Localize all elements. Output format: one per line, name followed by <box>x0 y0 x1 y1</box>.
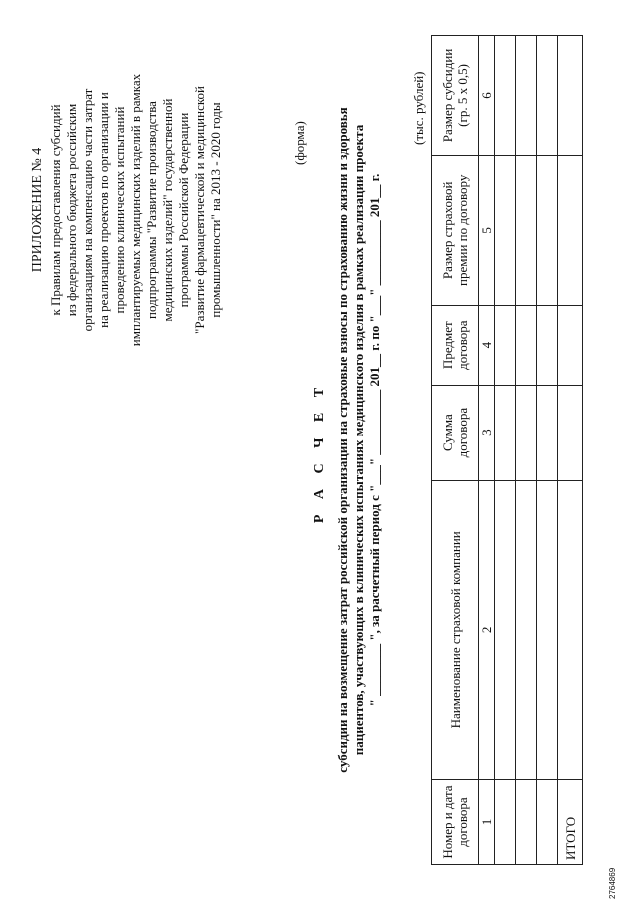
table-cell <box>516 780 537 865</box>
table-cell <box>516 155 537 305</box>
heading-line: субсидии на возмещение затрат российской организации на страховые взносы по страхованию жизни и здоровья <box>335 107 350 773</box>
appendix-line: к Правилам предоставления субсидий <box>48 104 63 316</box>
column-number: 1 <box>479 780 495 865</box>
appendix-line: на реализацию проектов по организации и <box>96 92 111 328</box>
column-number: 6 <box>479 36 495 156</box>
table-cell <box>558 155 583 305</box>
table-cell <box>537 480 558 780</box>
table-cell <box>558 480 583 780</box>
total-label: ИТОГО <box>558 780 583 865</box>
table-cell <box>537 385 558 480</box>
document-heading <box>335 50 383 830</box>
table-cell <box>495 480 516 780</box>
appendix-line: из федерального бюджета российским <box>64 103 79 317</box>
document-title: Р А С Ч Е Т <box>312 381 327 524</box>
appendix-line: организациям на компенсацию части затрат <box>80 88 95 332</box>
table-cell <box>537 155 558 305</box>
column-header: Сумма договора <box>432 385 479 480</box>
table-row <box>516 36 537 865</box>
column-header: Предмет договора <box>432 305 479 385</box>
column-header: Размер субсидии (гр. 5 х 0,5) <box>432 36 479 156</box>
document-code: 2764869 <box>608 867 617 899</box>
table-cell <box>516 480 537 780</box>
column-number: 5 <box>479 155 495 305</box>
column-number: 2 <box>479 480 495 780</box>
form-note: (форма) <box>292 121 307 165</box>
table-cell <box>558 305 583 385</box>
column-header: Размер страховой премии по договору <box>432 155 479 305</box>
table-row <box>495 36 516 865</box>
appendix-line: проведению клинических испытаний <box>112 106 127 314</box>
calculation-table <box>431 35 583 865</box>
table-cell <box>495 155 516 305</box>
table-cell <box>495 305 516 385</box>
table-row <box>537 36 558 865</box>
table-cell <box>495 385 516 480</box>
heading-line: " ________ ", за расчетный период с "___" __________ 201__ г. по "___" __________ 201__ г. <box>367 173 382 707</box>
table-cell <box>537 305 558 385</box>
table-cell <box>537 36 558 156</box>
table-cell <box>516 305 537 385</box>
table-cell <box>495 36 516 156</box>
appendix-line: подпрограммы "Развитие производства <box>144 101 159 319</box>
table-cell <box>516 385 537 480</box>
table-cell <box>537 780 558 865</box>
total-row <box>558 36 583 865</box>
table-cell <box>558 385 583 480</box>
column-header: Номер и дата договора <box>432 780 479 865</box>
column-number-row <box>479 36 495 865</box>
appendix-line: программы Российской Федерации <box>176 112 191 308</box>
table-cell <box>516 36 537 156</box>
appendix-title: ПРИЛОЖЕНИЕ № 4 <box>30 147 45 273</box>
units-note: (тыс. рублей) <box>411 71 426 145</box>
appendix-block <box>30 25 224 395</box>
appendix-line: "Развитие фармацевтической и медицинской <box>192 86 207 334</box>
appendix-line: имплантируемых медицинских изделий в рамках <box>128 73 143 347</box>
table-cell <box>495 780 516 865</box>
appendix-line: медицинских изделий" государственной <box>160 98 175 322</box>
column-number: 3 <box>479 385 495 480</box>
heading-line: пациентов, участвующих в клинических испытаниях медицинского изделия в рамках реализации проекта <box>351 124 366 756</box>
table-header-row <box>432 36 479 865</box>
table-cell <box>558 36 583 156</box>
column-number: 4 <box>479 305 495 385</box>
appendix-line: промышленности" на 2013 - 2020 годы <box>208 102 223 318</box>
column-header: Наименование страховой компании <box>432 480 479 780</box>
